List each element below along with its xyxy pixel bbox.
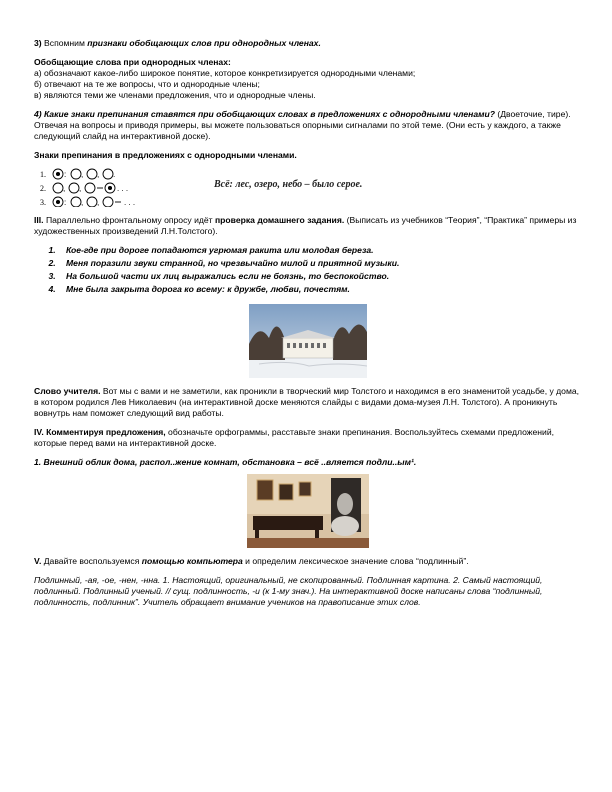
teacher-word: Слово учителя. Вот мы с вами и не заметили, как проникли в творческий мир Толстого и находимся в его знаменитой усадьбе, у дома, в котором родился Лев Николаевич (на интерактивной доске меняются слайды с видами дома-музея Л.Н. Толстого). А проникнуть вовнутрь нам поможет следующий вид работы. bbox=[34, 386, 580, 418]
punctuation-schemes bbox=[34, 165, 582, 207]
document-page bbox=[34, 38, 582, 608]
estate-photo-wrap bbox=[34, 304, 582, 378]
svg-text:. . .: . . . bbox=[117, 184, 129, 193]
svg-text:,: , bbox=[79, 184, 82, 193]
question-text: 4) Какие знаки препинания ставятся при обобщающих словах в предложениях с однородными членами? bbox=[34, 109, 495, 119]
signs-title: Знаки препинания в предложениях с однородными членами. bbox=[34, 150, 297, 160]
section-topic: признаки обобщающих слов при однородных членах. bbox=[87, 38, 321, 48]
list-item: 4. Мне была закрыта дорога ко всему: к дружбе, любви, почестям. bbox=[58, 284, 582, 295]
list-item: 1. Кое-где при дороге попадаются угрюмая ракита или молодая береза. bbox=[58, 245, 582, 256]
svg-text:,: , bbox=[81, 198, 84, 207]
list-item: 2. Меня поразили звуки странной, но чрезвычайно милой и приятной музыки. bbox=[58, 258, 582, 269]
interior-photo-wrap bbox=[34, 474, 582, 548]
exercise-sentence: 1. Внешний облик дома, распол..жение комнат, обстановка – всё ..вляется подли..ым¹. bbox=[34, 457, 417, 467]
section-III: III. Параллельно фронтальному опросу идёт проверка домашнего задания. (Выписать из учебников “Теория”, “Практика” примеры из художественных произведений Л.Н.Толстого). bbox=[34, 215, 577, 236]
scheme-num-2: 2. bbox=[40, 184, 46, 193]
examples-list bbox=[34, 245, 582, 295]
example-sentence: Всё: лес, озеро, небо – было серое. bbox=[214, 179, 363, 190]
section-number: 3) bbox=[34, 38, 42, 48]
svg-text::: : bbox=[64, 198, 67, 207]
generalizing-words-block bbox=[34, 57, 582, 101]
svg-text:,: , bbox=[81, 170, 84, 179]
section-3: 3) Вспомним признаки обобщающих слов при однородных членах. bbox=[34, 38, 321, 48]
svg-text:,: , bbox=[97, 198, 100, 207]
section-IV: IV. Комментируя предложения, обозначьте орфограммы, расставьте знаки препинания. Воспользуйтесь схемами предложений, которые перед вами на интерактивной доске. bbox=[34, 427, 555, 448]
block-title: Обобщающие слова при однородных членах: bbox=[34, 57, 231, 67]
section-V: V. Давайте воспользуемся помощью компьютера и определим лексическое значение слова “подлинный”. bbox=[34, 556, 469, 566]
feature-a: а) обозначают какое-либо широкое понятие, которое конкретизируется однородными членами; bbox=[34, 68, 416, 78]
estate-house-photo bbox=[249, 304, 367, 378]
svg-text:,: , bbox=[97, 170, 100, 179]
scheme-num-1: 1. bbox=[40, 170, 46, 179]
feature-c: в) являются теми же членами предложения, что и однородные члены. bbox=[34, 90, 316, 100]
house-interior-photo bbox=[247, 474, 369, 548]
list-item: 3. На большой части их лиц выражались если не боязнь, то беспокойство. bbox=[58, 271, 582, 282]
feature-b: б) отвечают на те же вопросы, что и однородные члены; bbox=[34, 79, 260, 89]
scheme-num-3: 3. bbox=[40, 198, 46, 207]
svg-text:,: , bbox=[63, 184, 66, 193]
scheme-diagram bbox=[34, 165, 214, 207]
svg-text:.: . bbox=[113, 170, 116, 179]
svg-text::: : bbox=[64, 170, 67, 179]
svg-text:. . .: . . . bbox=[124, 198, 136, 207]
dictionary-definition: Подлинный, -ая, -ое, -нен, -нна. 1. Настоящий, оригинальный, не скопированный. Подлинная картина. 2. Самый настоящий, подлинный. Подлинный ученый. // сущ. подлинность, -и (к 1-му знач.). На интерактивной доске написаны слова “подлинный, подлинность, подлинник”. Учитель обращает внимание учеников на правописание этих слов. bbox=[34, 575, 543, 607]
section-4: 4) Какие знаки препинания ставятся при обобщающих словах в предложениях с однородными членами? (Двоеточие, тире). Отвечая на вопросы и приводя примеры, вы можете пользоваться опорными сигналами по этой теме. (Они есть у каждого, а также следующий слайд на интерактивной доске). bbox=[34, 109, 571, 141]
